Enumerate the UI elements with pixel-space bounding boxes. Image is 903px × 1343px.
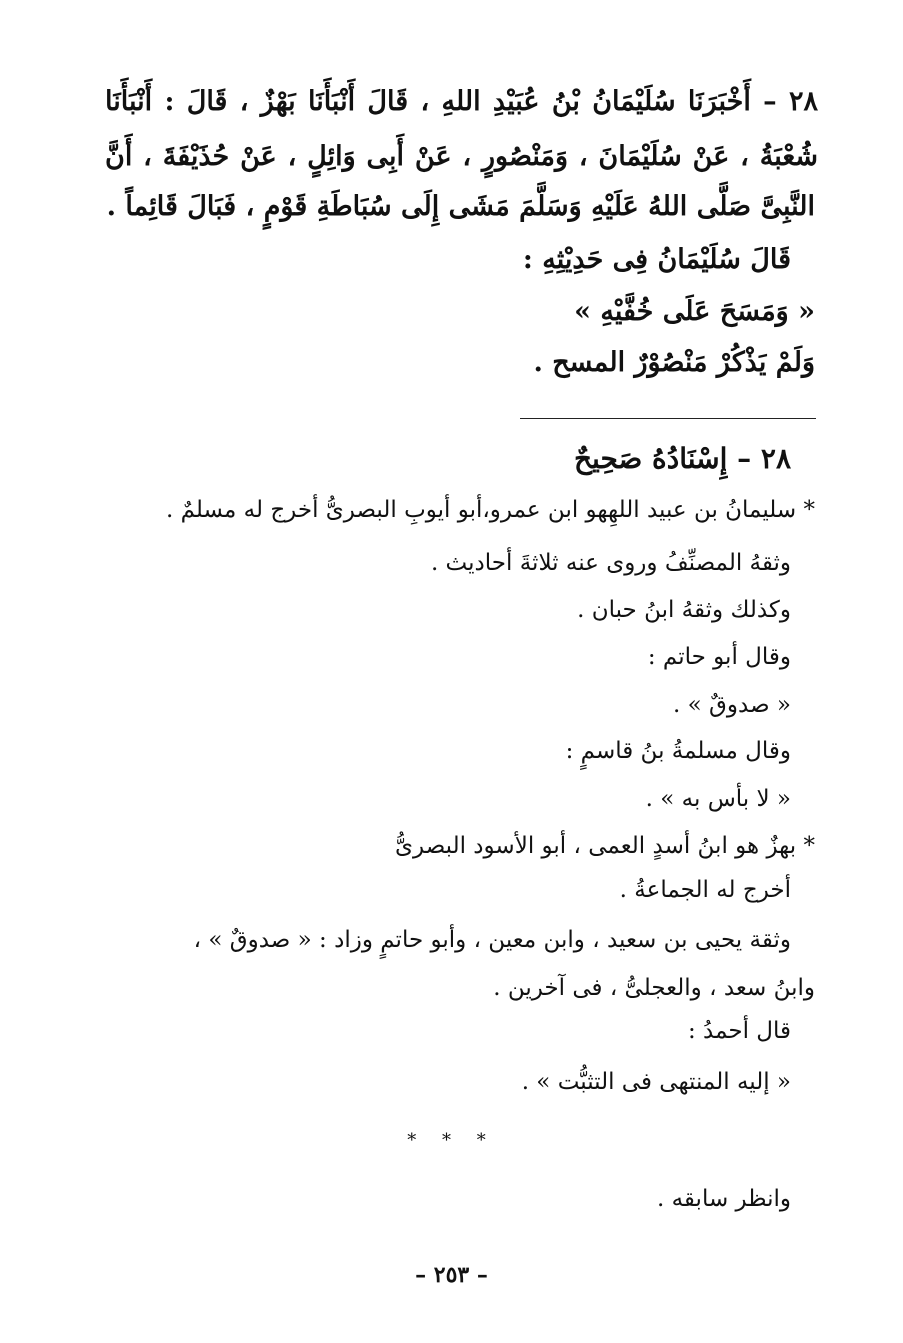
commentary-line-7: « لا بأس به » . <box>645 786 791 812</box>
see-previous-note: وانظر سابقه . <box>656 1186 791 1212</box>
commentary-line-9: أخرج له الجماعةُ . <box>619 877 791 903</box>
section-divider <box>520 418 816 419</box>
hadith-line-2: شُعْبَةُ ، عَنْ سُلَيْمَانَ ، وَمَنْصُورٍ ، عَنْ أَبِى وَائِلٍ ، عَنْ حُذَيْفَةَ ، أَنَّ <box>105 141 819 172</box>
commentary-line-12: قال أحمدُ : <box>687 1018 791 1044</box>
commentary-line-4: وقال أبو حاتم : <box>647 644 791 670</box>
hadith-line-3: النَّبِىَّ صَلَّى اللهُ عَلَيْهِ وَسَلَّمَ مَشَى إِلَى سُبَاطَةِ قَوْمٍ ، فَبَالَ قَائِماً . <box>106 191 815 222</box>
commentary-line-1: * سليمانُ بن عبيد اللهِهو ابن عمرو،أبو أيوبِ البصرىُّ أخرج له مسلمٌ . <box>165 497 815 523</box>
hadith-line-5: « وَمَسَحَ عَلَى خُفَّيْهِ » <box>574 296 815 327</box>
hadith-line-1: ٢٨ – أَخْبَرَنَا سُلَيْمَانُ بْنُ عُبَيْدِ اللهِ ، قَالَ أَنْبَأَنَا بَهْزٌ ، قَالَ : أَنْبَأَنَا <box>105 86 818 117</box>
section-stars: * * * <box>407 1130 496 1151</box>
commentary-line-8: * بهزٌ هو ابنُ أسدٍ العمى ، أبو الأسود البصرىُّ <box>395 833 815 859</box>
commentary-line-11: وابنُ سعد ، والعجلىُّ ، فى آخرين . <box>493 975 815 1001</box>
commentary-line-6: وقال مسلمةُ بنُ قاسمٍ : <box>565 738 791 764</box>
commentary-line-5: « صدوقٌ » . <box>673 692 791 718</box>
commentary-line-13: « إليه المنتهى فى التثبُّت » . <box>521 1069 791 1095</box>
page-number: – ٢٥٣ – <box>415 1262 488 1288</box>
commentary-heading: ٢٨ – إِسْنَادُهُ صَحِيحٌ <box>573 442 791 475</box>
commentary-line-3: وكذلك وثقهُ ابنُ حبان . <box>577 597 791 623</box>
commentary-line-2: وثقهُ المصنِّفُ وروى عنه ثلاثةَ أحاديث . <box>430 550 791 576</box>
hadith-line-6: وَلَمْ يَذْكُرْ مَنْصُوْرٌ المسح . <box>533 347 815 378</box>
hadith-line-4: قَالَ سُلَيْمَانُ فِى حَدِيْثِهِ : <box>522 244 791 275</box>
commentary-line-10: وثقة يحيى بن سعيد ، وابن معين ، وأبو حاتمٍ وزاد : « صدوقٌ » ، <box>193 927 791 953</box>
